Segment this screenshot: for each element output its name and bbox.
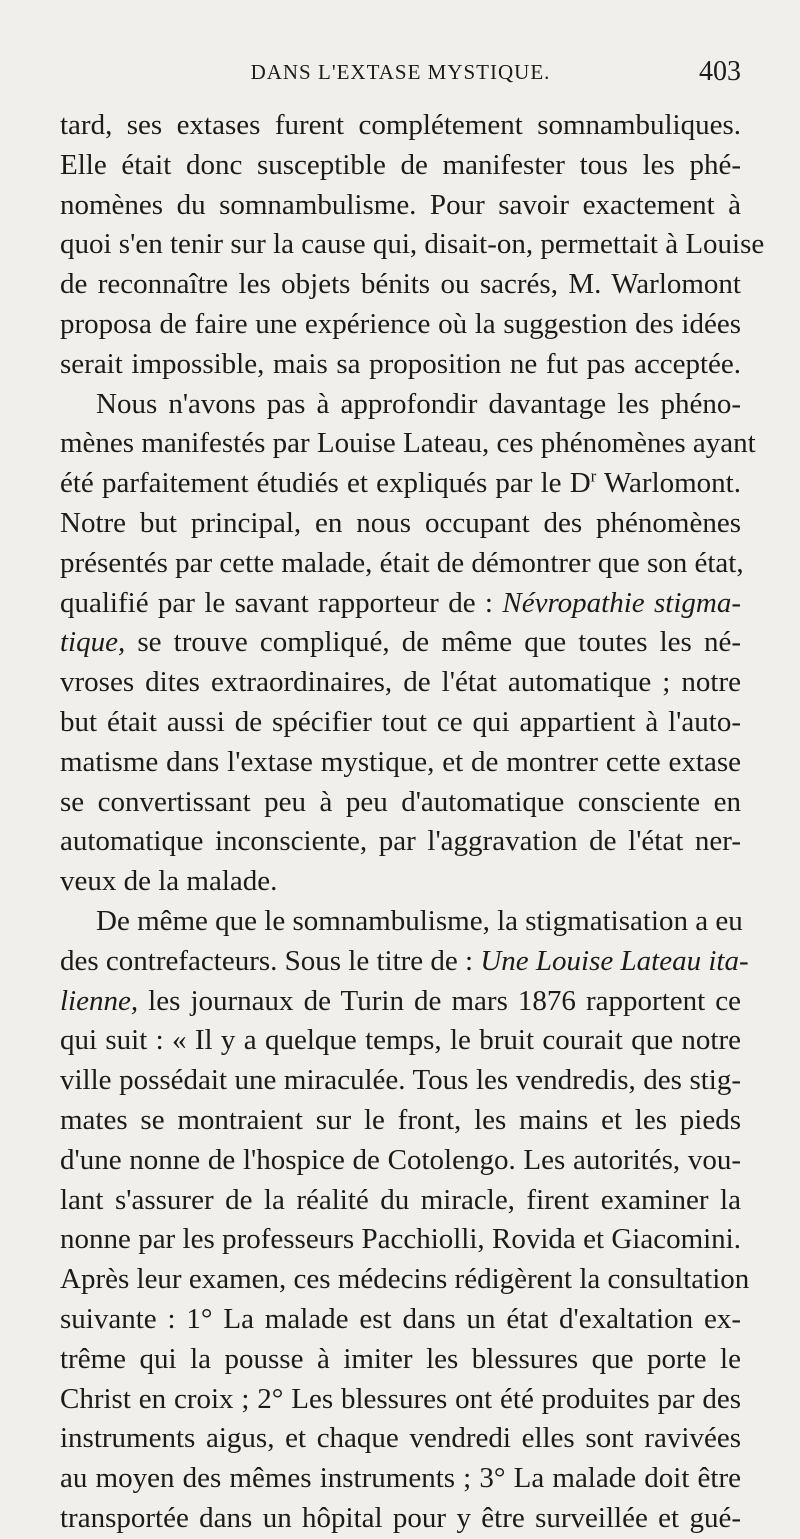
text-segment: Christ en croix ; 2° Les blessures ont été produites par des	[60, 1382, 741, 1415]
text-line	[60, 345, 741, 385]
text-line	[60, 743, 741, 783]
text-line	[60, 1021, 741, 1061]
text-segment: Nous n'avons pas à approfondir davantage les phéno-	[96, 387, 741, 420]
text-segment: mènes manifestés par Louise Lateau, ces phénomènes ayant	[60, 427, 756, 460]
text-segment: qualifié par le savant rapporteur de :	[60, 586, 503, 619]
text-line	[60, 1260, 750, 1300]
text-segment: Notre but principal, en nous occupant des phénomènes	[60, 506, 741, 539]
body-text	[60, 106, 765, 1539]
text-segment: Après leur examen, ces médecins rédigèrent la consultation	[60, 1263, 750, 1296]
text-line	[60, 623, 741, 663]
text-line	[60, 663, 741, 703]
text-segment: Warlomont.	[596, 467, 741, 500]
text-line	[60, 1499, 741, 1539]
text-segment: Névropathie stigma-	[502, 586, 742, 619]
text-segment: Elle était donc susceptible de manifester tous les phé-	[60, 148, 741, 181]
text-segment: automatique inconsciente, par l'aggravation de l'état ner-	[60, 825, 741, 858]
text-segment: tard, ses extases furent complétement somnambuliques.	[60, 109, 741, 141]
text-segment: d'une nonne de l'hospice de Cotolengo. Les autorités, vou-	[60, 1143, 741, 1176]
text-segment: été parfaitement étudiés et expliqués par le D	[60, 467, 591, 500]
text-segment: nomènes du somnambulisme. Pour savoir exactement à	[60, 188, 741, 221]
text-segment: des contrefacteurs. Sous le titre de :	[60, 944, 481, 977]
text-line	[60, 464, 741, 504]
running-title: DANS L'EXTASE MYSTIQUE.	[250, 60, 551, 84]
text-segment: serait impossible, mais sa proposition ne fut pas acceptée.	[60, 347, 741, 380]
text-line	[60, 424, 756, 464]
text-line	[60, 1300, 741, 1340]
text-segment: veux de la malade.	[60, 865, 278, 898]
text-line	[60, 1141, 741, 1181]
text-segment: trême qui la pousse à imiter les blessures que porte le	[60, 1342, 741, 1375]
text-segment: suivante : 1° La malade est dans un état d'exaltation ex-	[60, 1302, 741, 1335]
text-line	[60, 1220, 741, 1260]
text-segment: vroses dites extraordinaires, de l'état automatique ; notre	[60, 666, 741, 699]
text-segment: de reconnaître les objets bénits ou sacrés, M. Warlomont	[60, 268, 741, 301]
text-line	[60, 1181, 741, 1221]
text-line	[60, 305, 741, 345]
text-segment: lienne,	[60, 984, 139, 1017]
text-line	[60, 106, 741, 146]
text-segment: transportée dans un hôpital pour y être surveillée et gué-	[60, 1501, 741, 1534]
text-segment: but était aussi de spécifier tout ce qui appartient à l'auto-	[60, 705, 741, 738]
text-line	[60, 1419, 741, 1459]
text-line	[60, 1101, 741, 1141]
text-line	[60, 1340, 741, 1380]
text-line	[60, 1061, 741, 1101]
text-line	[60, 584, 741, 624]
text-segment: r	[590, 466, 597, 486]
text-line	[60, 902, 741, 942]
text-segment: qui suit : « Il y a quelque temps, le bruit courait que notre	[60, 1024, 741, 1057]
text-segment: nonne par les professeurs Pacchiolli, Rovida et Giacomini.	[60, 1223, 741, 1256]
text-segment: matisme dans l'extase mystique, et de montrer cette extase	[60, 745, 741, 778]
text-line	[60, 1380, 741, 1420]
text-segment: présentés par cette malade, était de démontrer que son état,	[60, 546, 744, 579]
text-line	[60, 783, 741, 823]
text-segment: se convertissant peu à peu d'automatique consciente en	[60, 785, 741, 818]
text-line	[60, 1459, 741, 1499]
text-line	[60, 146, 741, 186]
text-segment: au moyen des mêmes instruments ; 3° La malade doit être	[60, 1462, 741, 1495]
text-line	[60, 822, 741, 862]
text-line	[60, 504, 741, 544]
text-segment: instruments aigus, et chaque vendredi elles sont ravivées	[60, 1422, 741, 1455]
text-line	[60, 186, 741, 226]
text-segment: De même que le somnambulisme, la stigmatisation a eu	[96, 904, 743, 937]
text-segment: quoi s'en tenir sur la cause qui, disait-on, permettait à Louise	[60, 228, 765, 261]
text-segment: Une Louise Lateau ita-	[480, 944, 749, 977]
text-line	[60, 942, 749, 982]
text-segment: mates se montraient sur le front, les mains et les pieds	[60, 1103, 741, 1136]
text-line	[60, 703, 741, 743]
text-segment: se trouve compliqué, de même que toutes les né-	[125, 626, 741, 659]
text-segment: ville possédait une miraculée. Tous les vendredis, des stig-	[60, 1064, 741, 1097]
text-segment: lant s'assurer de la réalité du miracle, firent examiner la	[60, 1183, 741, 1216]
text-line	[60, 982, 741, 1022]
text-segment: tique,	[60, 626, 126, 659]
text-segment: proposa de faire une expérience où la suggestion des idées	[60, 307, 741, 340]
text-line	[60, 385, 741, 425]
text-segment: les journaux de Turin de mars 1876 rapportent ce	[138, 984, 741, 1017]
page-number: 403	[699, 56, 741, 87]
running-head	[60, 56, 741, 92]
text-line	[60, 265, 741, 305]
text-line	[60, 225, 765, 265]
text-line	[60, 862, 741, 902]
text-line	[60, 544, 744, 584]
